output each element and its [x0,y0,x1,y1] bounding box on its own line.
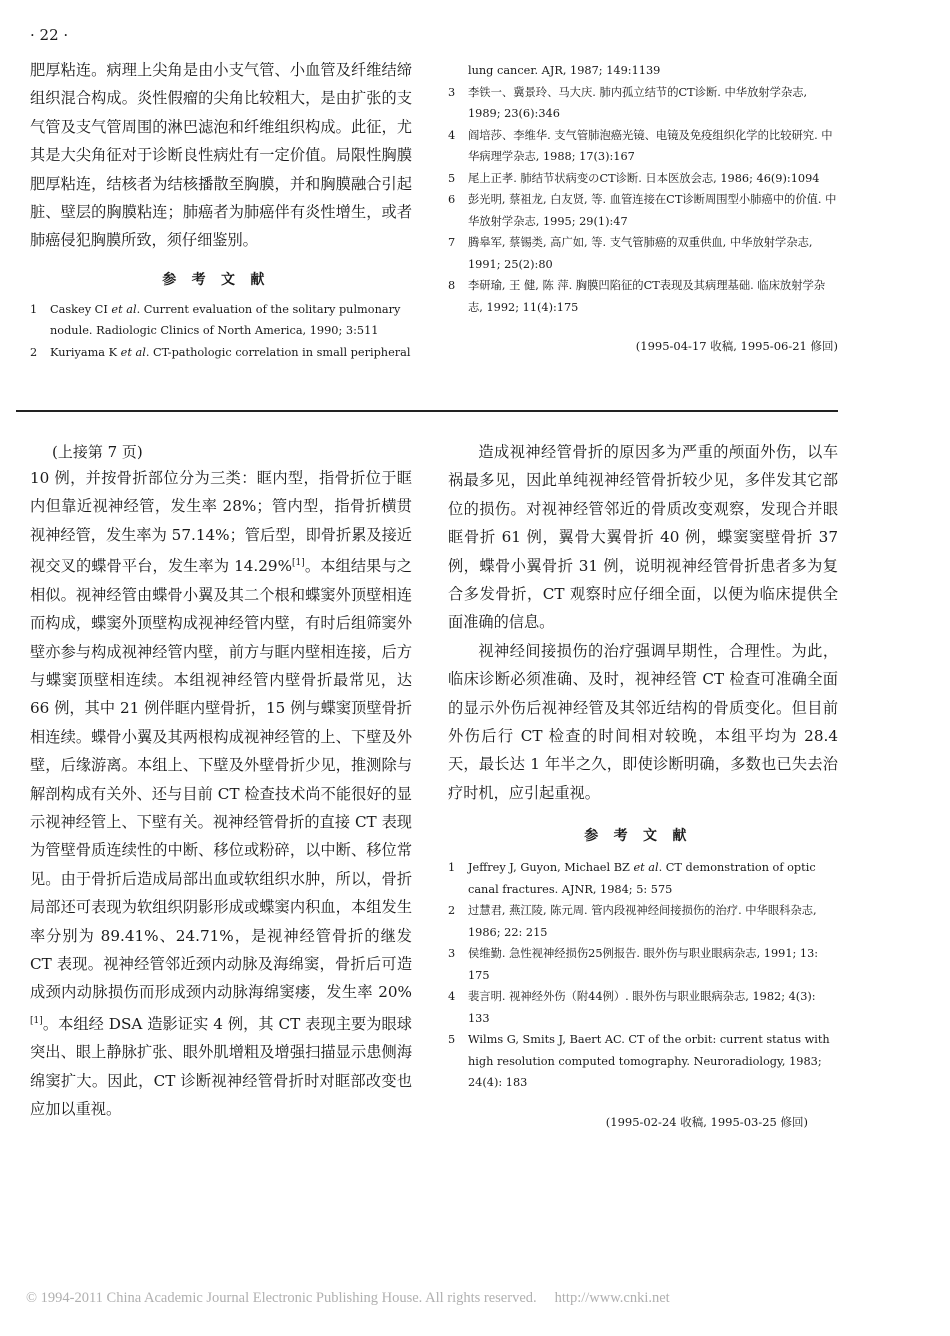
body-paragraph: 10 例，并按骨折部位分为三类：眶内型，指骨折位于眶内但靠近视神经管，发生率 28%；管内型，指骨折横贯视神经管，发生率为 57.14%；管后型，即骨折累及接近视交叉的蝶骨平台，发生率为 14.29%[1]。本组结果与之相似。视神经管由蝶骨小翼及其二个根和蝶窦外顶壁相连而构成，蝶窦外顶壁构成视神经管内壁，有时后组筛窦外壁亦参与构成视神经管内壁，前方与眶内壁相连接，后方与蝶窦顶壁相连续。本组视神经管内壁骨折最常见，达 66 例，其中 21 例伴眶内壁骨折，15 例与蝶窦顶壁骨折相连续。蝶骨小翼及其两根构成视神经管的上、下壁及外壁，后缘游离。本组上、下壁及外壁骨折少见，推测除与解剖构成有关外、还与目前 CT 检查技术尚不能很好的显示视神经管上、下壁有关。视神经管骨折的直接 CT 表现为管壁骨质连续性的中断、移位或粉碎，以中断、移位常见。由于骨折后造成局部出血或软组织水肿，所以，骨折局部还可表现为软组织阴影形成或蝶窦内积血，本组发生率分别为 89.41%、24.71%，是视神经管骨折的继发 CT 表现。视神经管邻近颈内动脉及海绵窦，骨折后可造成颈内动脉损伤而形成颈内动脉海绵窦瘘，发生率 20%[1]。本组经 DSA 造影证实 4 例，其 CT 表现主要为眼球突出、眼上静脉扩张、眼外肌增粗及增强扫描显示患侧海绵窦扩大。因此，CT 诊断视神经管骨折时对眶部改变也应加以重视。 [30,469,412,1119]
top-right-column [448,60,838,354]
bottom-right-column [448,438,838,1130]
reference-item: 5 尾上正孝. 肺结节状病变のCT诊断. 日本医放会志, 1986; 46(9):1094 [448,171,820,185]
body-paragraph: 视神经间接损伤的治疗强调早期性，合理性。为此，临床诊断必须准确、及时，视神经管 CT 检查可准确全面的显示外伤后视神经管及其邻近结构的骨质变化。但目前外伤后行 CT 检查的时间相对较晚，本组平均为 28.4 天，最长达 1 年半之久，即使诊断明确，多数也已失去治疗时机，应引起重视。 [448,641,838,802]
body-text-block [448,438,838,807]
page-number: · 22 · [30,26,69,44]
reference-list [30,299,412,364]
reference-item: 2 Kuriyama K et al. CT-pathologic correlation in small peripheral [30,345,411,359]
references-heading: 参考文献 [584,828,702,845]
bottom-left-column [30,440,412,1123]
citation-marker: [1] [30,1015,43,1026]
citation-marker: [1] [292,558,305,569]
references-heading: 参考文献 [162,271,280,288]
reference-item: 1 Jeffrey J, Guyon, Michael BZ et al. CT demonstration of optic canal fractures. AJNR, 1984; 5: 575 [448,861,816,896]
reference-item: 4 阎培莎、李维华. 支气管肺泡癌光镜、电镜及免疫组织化学的比较研究. 中华病理学杂志, 1988; 17(3):167 [448,128,833,163]
reference-item: 5 Wilms G, Smits J, Baert AC. CT of the orbit: current status with high resolution computed tomography. Neuroradiology, 1983; 24(4): 183 [448,1033,830,1090]
reference-item: 3 李铁一、冀景玲、马大庆. 肺内孤立结节的CT诊断. 中华放射学杂志, 1989; 23(6):346 [448,85,808,120]
reference-item: 1 Caskey CI et al. Current evaluation of the solitary pulmonary nodule. Radiologic Clinics of North America, 1990; 3:511 [30,302,401,338]
copyright-text: © 1994-2011 China Academic Journal Electronic Publishing House. All rights reserved. [26,1290,537,1306]
received-date-note: (1995-04-17 收稿, 1995-06-21 修回) [635,339,838,353]
reference-item: 4 裴言明. 视神经外伤（附44例）. 眼外伤与职业眼病杂志, 1982; 4(3): 133 [448,990,816,1025]
continued-from-note: (上接第 7 页) [52,443,143,461]
section-divider [16,410,838,412]
top-left-column [30,56,412,363]
copyright-footer [26,1290,670,1307]
reference-item: 2 过慧君, 燕江陵, 陈元周. 管内段视神经间接损伤的治疗. 中华眼科杂志, 1986; 22: 215 [448,904,817,939]
reference-list [448,60,838,318]
reference-item: 6 彭光明, 蔡祖龙, 白友贤, 等. 血管连接在CT诊断周围型小肺癌中的价值. 中华放射学杂志, 1995; 29(1):47 [448,193,837,228]
body-paragraph: 肥厚粘连。病理上尖角是由小支气管、小血管及纤维结缔组织混合构成。炎性假瘤的尖角比较粗大，是由扩张的支气管及支气管周围的淋巴滤泡和纤维组织构成。此征，尤其是大尖角征对于诊断良性病灶有一定价值。局限性胸膜肥厚粘连，结核者为结核播散至胸膜，并和胸膜融合引起脏、壁层的胸膜粘连；肺癌者为肺癌伴有炎性增生，或者肺癌侵犯胸膜所致，须仔细鉴别。 [30,61,412,250]
reference-continuation: lung cancer. AJR, 1987; 149:1139 [468,64,661,77]
received-date-note: (1995-02-24 收稿, 1995-03-25 修回) [605,1114,808,1129]
reference-item: 8 李研瑜, 王 健, 陈 萍. 胸膜凹陷征的CT表现及其病理基础. 临床放射学杂志, 1992; 11(4):175 [448,279,826,314]
body-paragraph: 造成视神经管骨折的原因多为严重的颅面外伤，以车祸最多见，因此单纯视神经管骨折较少见，多伴发其它部位的损伤。对视神经管邻近的骨质改变观察，发现合并眼眶骨折 61 例，翼骨大翼骨折 40 例，蝶窦窦壁骨折 37 例，蝶骨小翼骨折 31 例，说明视神经管骨折患者多为复合多发骨折，CT 观察时应仔细全面，以便为临床提供全面准确的信息。 [448,443,838,632]
footer-url[interactable]: http://www.cnki.net [554,1290,670,1306]
reference-item: 7 腾皋军, 蔡锡类, 高广如, 等. 支气管肺癌的双重供血, 中华放射学杂志, 1991; 25(2):80 [448,236,813,271]
reference-item: 3 侯维勤. 急性视神经损伤25例报告. 眼外伤与职业眼病杂志, 1991; 13: 175 [448,947,819,982]
reference-list [448,857,838,1094]
